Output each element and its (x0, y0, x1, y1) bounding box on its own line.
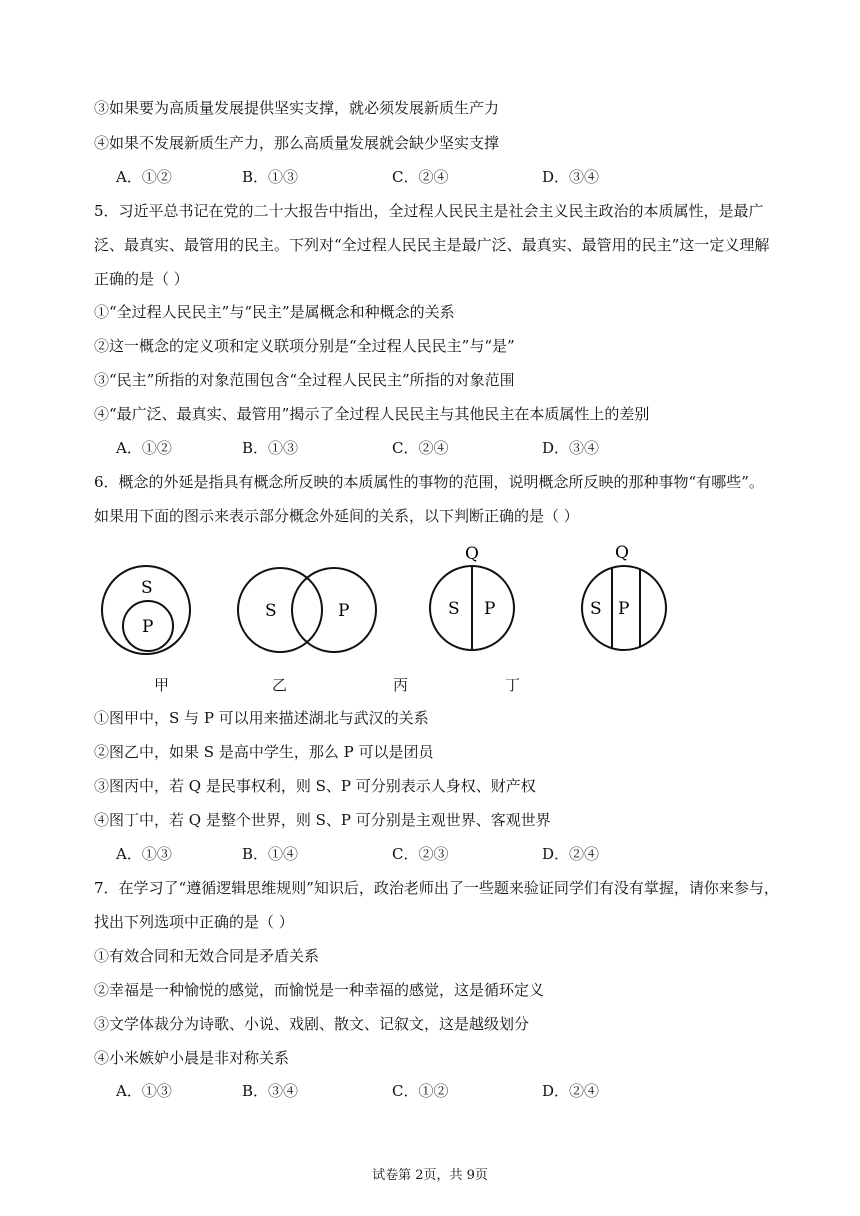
statement-3: ③如果要为高质量发展提供坚实支撑，就必须发展新质生产力 (94, 99, 500, 117)
question-6-stem: 6．概念的外延是指具有概念所反映的本质属性的事物的范围，说明概念所反映的那种事物“有哪些”。 (94, 473, 764, 491)
label-p: P (484, 599, 496, 619)
page-footer: 试卷第 2页，共 9页 (372, 1168, 488, 1183)
q7-statement-2: ②幸福是一种愉悦的感觉，而愉悦是一种幸福的感觉，这是循环定义 (94, 981, 545, 999)
q6-statement-2: ②图乙中，如果 S 是高中学生，那么 P 可以是团员 (94, 743, 434, 761)
q5-statement-4: ④“最广泛、最真实、最管用”揭示了全过程人民民主与其他民主在本质属性上的差别 (94, 405, 650, 423)
option-d[interactable]: D．②④ (542, 1082, 600, 1100)
diagram-yi (238, 568, 376, 652)
question-7-stem: 7．在学习了“遵循逻辑思维规则”知识后，政治老师出了一些题来验证同学们有没有掌握，请你来参与， (94, 879, 779, 897)
question-7-stem-2: 找出下列选项中正确的是（ ） (94, 913, 294, 931)
question-5-stem-2: 泛、最真实、最管用的民主。下列对“全过程人民民主是最广泛、最真实、最管用的民主”这一定义理解 (94, 236, 770, 254)
q6-statement-4: ④图丁中，若 Q 是整个世界，则 S、P 可分别是主观世界、客观世界 (94, 811, 551, 829)
option-b[interactable]: B．①③ (242, 168, 299, 186)
question-6-stem-2: 如果用下面的图示来表示部分概念外延间的关系，以下判断正确的是（ ） (94, 507, 579, 525)
option-d[interactable]: D．③④ (542, 168, 600, 186)
option-c[interactable]: C．②③ (392, 845, 449, 863)
label-q: Q (465, 544, 479, 564)
label-s: S (448, 599, 460, 619)
q7-statement-3: ③文学体裁分为诗歌、小说、戏剧、散文、记叙文，这是越级划分 (94, 1015, 530, 1033)
label-p: P (142, 617, 154, 637)
concept-diagrams (0, 540, 860, 710)
label-s: S (141, 578, 153, 598)
q5-statement-2: ②这一概念的定义项和定义联项分别是“全过程人民民主”与“是” (94, 337, 515, 355)
option-c[interactable]: C．①② (392, 1082, 449, 1100)
label-p: P (618, 599, 630, 619)
option-d[interactable]: D．②④ (542, 845, 600, 863)
option-a[interactable]: A．①② (116, 439, 172, 457)
caption-jia: 甲 (154, 676, 170, 694)
label-p: P (338, 601, 350, 621)
option-a[interactable]: A．①③ (116, 845, 172, 863)
option-a[interactable]: A．①③ (116, 1082, 172, 1100)
option-c[interactable]: C．②④ (392, 439, 449, 457)
q5-statement-1: ①“全过程人民民主”与“民主”是属概念和种概念的关系 (94, 303, 455, 321)
q7-statement-4: ④小米嫉妒小晨是非对称关系 (94, 1049, 290, 1067)
q7-statement-1: ①有效合同和无效合同是矛盾关系 (94, 947, 320, 965)
option-b[interactable]: B．①③ (242, 439, 299, 457)
option-d[interactable]: D．③④ (542, 439, 600, 457)
label-s: S (265, 601, 277, 621)
q6-statement-1: ①图甲中，S 与 P 可以用来描述湖北与武汉的关系 (94, 709, 429, 727)
question-5-stem: 5．习近平总书记在党的二十大报告中指出，全过程人民民主是社会主义民主政治的本质属性，是最广 (94, 202, 764, 220)
caption-yi: 乙 (272, 676, 288, 694)
caption-bing: 丙 (393, 676, 409, 694)
label-q: Q (615, 543, 629, 563)
circle-s (238, 568, 322, 652)
diagram-bing (430, 566, 514, 650)
question-5-stem-3: 正确的是（ ） (94, 270, 189, 288)
q6-statement-3: ③图丙中，若 Q 是民事权利，则 S、P 可分别表示人身权、财产权 (94, 777, 536, 795)
caption-ding: 丁 (505, 676, 521, 694)
circle-p (292, 568, 376, 652)
option-a[interactable]: A．①② (116, 168, 172, 186)
label-s: S (590, 599, 602, 619)
statement-4: ④如果不发展新质生产力，那么高质量发展就会缺少坚实支撑 (94, 134, 500, 152)
option-c[interactable]: C．②④ (392, 168, 449, 186)
option-b[interactable]: B．③④ (242, 1082, 299, 1100)
option-b[interactable]: B．①④ (242, 845, 299, 863)
q5-statement-3: ③“民主”所指的对象范围包含“全过程人民民主”所指的对象范围 (94, 371, 515, 389)
